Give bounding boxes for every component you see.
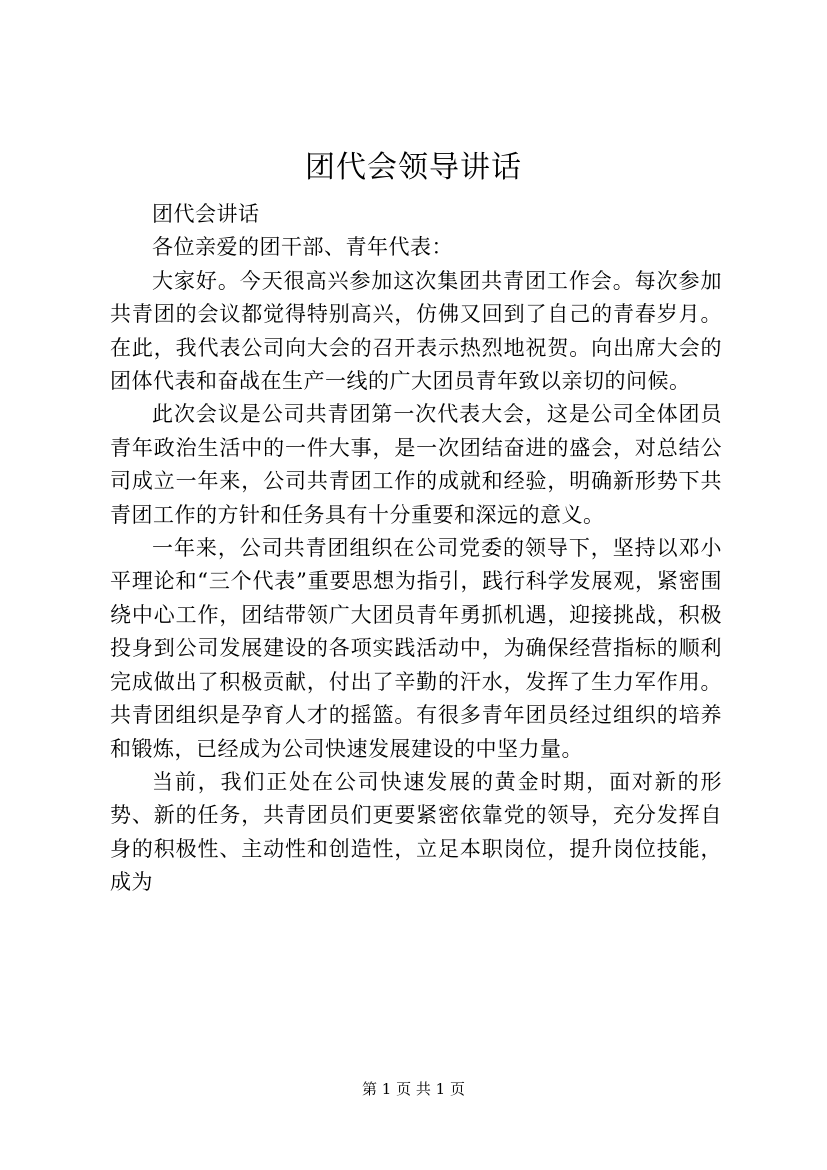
paragraph: 此次会议是公司共青团第一次代表大会，这是公司全体团员青年政治生活中的一件大事，是一次团结奋进的盛会，对总结公司成立一年来，公司共青团工作的成就和经验，明确新形势下共青团工作的方针和任务具有十分重要和深远的意义。 — [110, 402, 722, 527]
paragraph-heading: 团代会讲话 — [152, 202, 260, 226]
paragraph: 当前，我们正处在公司快速发展的黄金时期，面对新的形势、新的任务，共青团员们更要紧密依靠党的领导，充分发挥自身的积极性、主动性和创造性，立足本职岗位，提升岗位技能，成为 — [110, 769, 722, 895]
paragraph: 一年来，公司共青团组织在公司党委的领导下，坚持以邓小平理论和“三个代表”重要思想为指引，践行科学发展观，紧密围绕中心工作，团结带领广大团员青年勇抓机遇，迎接挑战，积极投身到公司发展建设的各项实践活动中，为确保经营指标的顺利完成做出了积极贡献，付出了辛勤的汗水，发挥了生力军作用。共青团组织是孕育人才的摇篮。有很多青年团员经过组织的培养和锻炼，已经成为公司快速发展建设的中坚力量。 — [110, 536, 722, 761]
document-title: 团代会领导讲话 — [305, 150, 522, 185]
paragraph-salutation: 各位亲爱的团干部、青年代表： — [152, 235, 453, 260]
paragraph: 大家好。今天很高兴参加这次集团共青团工作会。每次参加共青团的会议都觉得特别高兴，仿佛又回到了自己的青春岁月。在此，我代表公司向大会的召开表示热烈地祝贺。向出席大会的团体代表和奋战在生产一线的广大团员青年致以亲切的问候。 — [110, 268, 722, 394]
page-number-footer: 第 1 页 共 1 页 — [362, 1080, 465, 1098]
document-body — [110, 198, 722, 900]
